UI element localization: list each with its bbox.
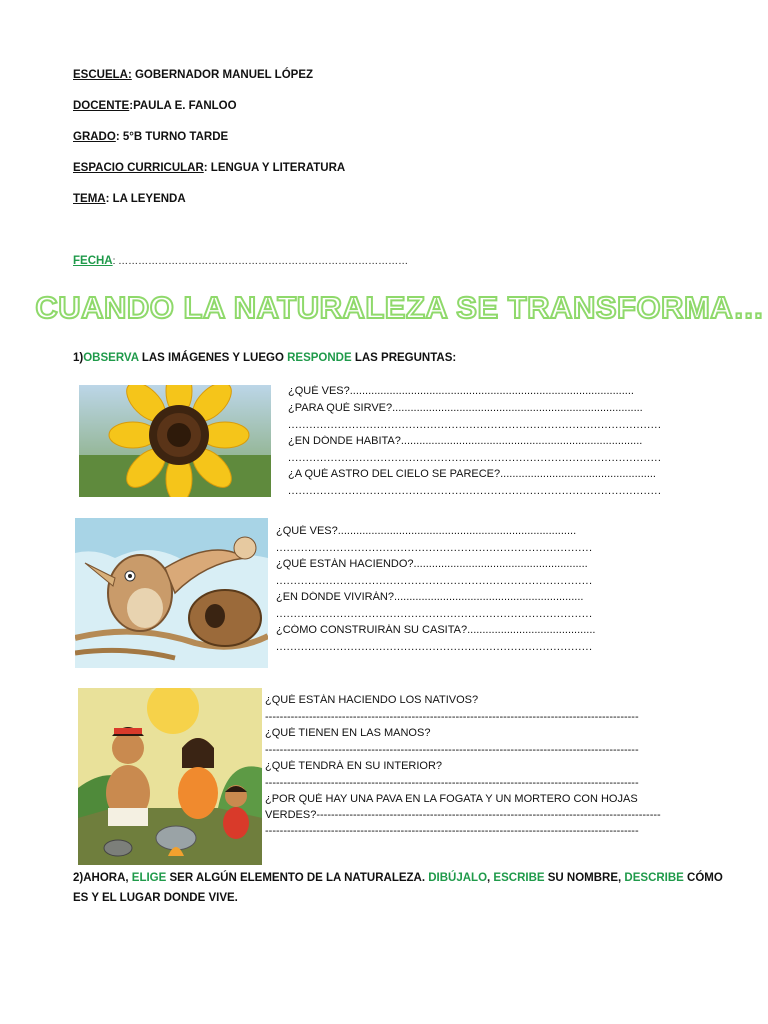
instruction-2-number: 2)AHORA, (73, 872, 132, 884)
subject-value: : LENGUA Y LITERATURA (203, 162, 346, 174)
date-label: FECHA (73, 255, 113, 267)
block1-answer-line-2[interactable]: ......................................................................................................... (288, 452, 662, 464)
block2-answer-line-3[interactable]: ......................................................................................... (276, 608, 593, 620)
block1-question-2: ¿PARA QUÉ SIRVE?.................................................................................. (288, 402, 643, 414)
grade-value: : 5°B TURNO TARDE (115, 131, 229, 143)
block2-question-3: ¿EN DÓNDE VIVIRÁN?.............................................................. (276, 591, 584, 603)
instruction-2 (73, 872, 723, 884)
instruction-1 (73, 352, 456, 364)
topic-line (73, 193, 186, 205)
instruction-2-verb-draw: DIBÚJALO (428, 872, 488, 884)
topic-value: : LA LEYENDA (105, 193, 186, 205)
block2-answer-line-2[interactable]: ......................................................................................... (276, 575, 593, 587)
instruction-1-verb-observe: OBSERVA (83, 352, 139, 364)
school-value: GOBERNADOR MANUEL LÓPEZ (131, 69, 314, 81)
school-line (73, 69, 313, 81)
instruction-1-text-a: LAS IMÁGENES Y LUEGO (138, 352, 288, 364)
instruction-2-text-d: CÓMO (683, 872, 723, 884)
instruction-1-text-b: LAS PREGUNTAS: (351, 352, 457, 364)
school-label: ESCUELA: (73, 69, 132, 81)
instruction-2-verb-describe: DESCRIBE (624, 872, 684, 884)
block2-question-4: ¿CÓMO CONSTRUIRÁN SU CASITA?.......................................... (276, 624, 596, 636)
topic-label: TEMA (73, 193, 106, 205)
block2-answer-line-1[interactable]: ......................................................................................... (276, 542, 593, 554)
date-line (73, 255, 408, 267)
block3-question-2: ¿QUÉ TIENEN EN LAS MANOS? (265, 727, 431, 739)
date-value: : …………………………………………………………………………… (112, 256, 409, 267)
instruction-1-verb-respond: RESPONDE (287, 352, 352, 364)
block1-question-3: ¿EN DÓNDE HABITA?............................................................................... (288, 435, 643, 447)
block3-question-1: ¿QUÉ ESTÁN HACIENDO LOS NATIVOS? (265, 694, 479, 706)
block1-answer-line-3[interactable]: ......................................................................................................... (288, 485, 662, 497)
block3-question-3: ¿QUÉ TENDRÁ EN SU INTERIOR? (265, 760, 443, 772)
block1-question-4: ¿A QUÉ ASTRO DEL CIELO SE PARECE?................................................... (288, 468, 656, 480)
instruction-2-text-a: SER ALGÚN ELEMENTO DE LA NATURALEZA. (166, 872, 429, 884)
instruction-2-verb-write: ESCRIBE (493, 872, 545, 884)
block3-answer-line-1[interactable]: ------------------------------------------------------------------------------------------------------ (265, 711, 639, 723)
block3-answer-line-3[interactable]: ------------------------------------------------------------------------------------------------------ (265, 777, 639, 789)
subject-label: ESPACIO CURRICULAR (73, 162, 204, 174)
grade-line (73, 131, 228, 143)
instruction-2-line-2: ES Y EL LUGAR DONDE VIVE. (73, 892, 238, 904)
block2-question-1: ¿QUÉ VES?.............................................................................. (276, 525, 577, 537)
block3-question-4: ¿POR QUÉ HAY UNA PAVA EN LA FOGATA Y UN MORTERO CON HOJAS (265, 793, 638, 805)
block2-answer-line-4[interactable]: ......................................................................................... (276, 641, 593, 653)
grade-label: GRADO (73, 131, 116, 143)
subject-line (73, 162, 345, 174)
natives-image (78, 688, 262, 865)
instruction-2-verb-choose: ELIGE (131, 872, 167, 884)
teacher-label: DOCENTE (73, 100, 130, 112)
block1-question-1: ¿QUÉ VES?............................................................................................. (288, 385, 634, 397)
birds-nest-image (75, 518, 268, 668)
block3-question-4-continued: VERDES?---------------------------------------------------------------------------------------------- (265, 809, 661, 821)
teacher-line (73, 100, 237, 112)
block1-answer-line-1[interactable]: ......................................................................................................... (288, 419, 662, 431)
block3-answer-line-4[interactable]: ------------------------------------------------------------------------------------------------------ (265, 825, 639, 837)
sunflower-image (79, 385, 271, 497)
instruction-1-number: 1) (73, 352, 84, 364)
instruction-2-text-c: SU NOMBRE, (544, 872, 625, 884)
block3-answer-line-2[interactable]: ------------------------------------------------------------------------------------------------------ (265, 744, 639, 756)
worksheet-title: CUANDO LA NATURALEZA SE TRANSFORMA… (35, 290, 765, 325)
teacher-value: :PAULA E. FANLOO (129, 100, 237, 112)
instruction-2-text-b: , (487, 872, 494, 884)
block2-question-2: ¿QUÉ ESTÁN HACIENDO?......................................................... (276, 558, 588, 570)
